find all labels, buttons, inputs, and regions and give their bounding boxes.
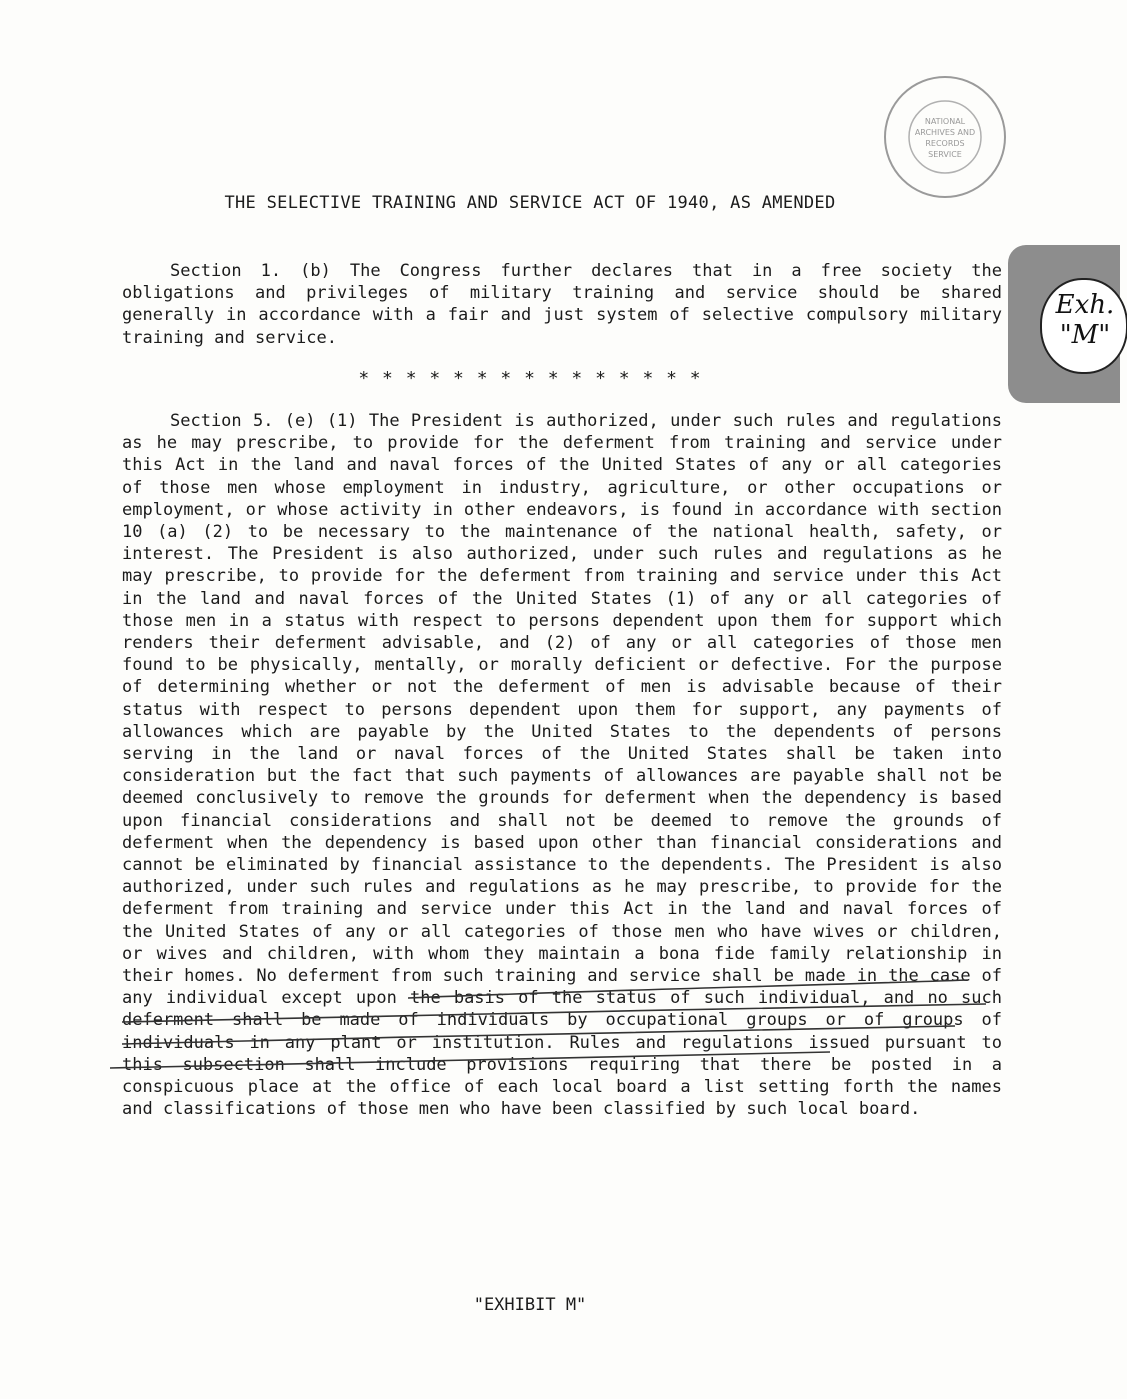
svg-text:RECORDS: RECORDS (925, 139, 965, 148)
section-5-text-part1: Section 5. (e) (1) The President is authorized, under such rules and regulations as he may prescribe, to provide for the deferment from training and service under this Act in the land and naval forces of the United States of any or all categories of those men whose employment in industry, agriculture, or other occupations or employment, or whose activity in other endeavors, is found in accordance with section 10 (a) (2) to be necessary to the maintenance of the national health, safety, or interest. The President is also authorized, under such rules and regulations as he may prescribe, to provide for the deferment from training and service under this Act in the land and naval forces of the United States (1) of any or all categories of those men in a status with respect to persons dependent upon them for support which renders their deferment advisable, and (2) of any or all categories of those men found to be physically, mentally, or morally deficient or defective. For the purpose of determining whether or not the deferment of men is advisable because of their status with respect to persons dependent upon them for support, any payments of allowances which are payable by the United States to the dependents of persons serving in the land or naval forces of the United States shall be taken into consideration but the fact that such payments of allowances are payable shall not be deemed conclusively to remove the grounds for deferment when the dependency is based upon financial considerations and shall not be deemed to remove the grounds of deferment when the dependency is based upon other than financial considerations and cannot be eliminated by financial assistance to the dependents. The President is also authorized, under such rules and regulations as he may prescribe, to provide for the deferment from training and service under this Act in the land and naval forces of the United States of any or all categories of those men who have wives or children, or wives and children, with whom they maintain a bona fide family relationship in their homes. (122, 411, 1002, 987)
svg-text:ARCHIVES AND: ARCHIVES AND (914, 128, 976, 137)
section-separator: * * * * * * * * * * * * * * * (358, 368, 702, 389)
svg-text:SERVICE: SERVICE (928, 150, 962, 159)
section-5-text-part2: Rules and regulations issued pursuant to this subsection shall include provisions requiring that there be posted in a conspicuous place at the office of each local board a list setting forth the names and classifications of those men who have been classified by such local board. (122, 1032, 1002, 1120)
section-1-text: Section 1. (b) The Congress further declares that in a free society the obligations and privileges of military training and service should be shared generally in accordance with a fair and just system of selective compulsory military training and service. (122, 261, 1002, 348)
library-stamp (880, 72, 1010, 202)
section-1-paragraph (122, 260, 1002, 349)
exhibit-tab-line1: Exh. (1055, 290, 1115, 320)
exhibit-footer: "EXHIBIT M" (473, 1295, 587, 1315)
section-5-underlined-text: No deferment from such training and service shall be made in the case of any individual except upon the basis of the status of such individual, and no such deferment shall be made of individuals by occupational groups or of groups of individuals in any plant or institution. (122, 966, 1002, 1053)
exhibit-tab-text (1048, 290, 1122, 350)
svg-text:NATIONAL: NATIONAL (924, 117, 966, 126)
document-title: THE SELECTIVE TRAINING AND SERVICE ACT OF 1940, AS AMENDED (224, 193, 836, 213)
section-5-paragraph (122, 410, 1002, 1121)
exhibit-tab-line2: "M" (1059, 320, 1111, 350)
